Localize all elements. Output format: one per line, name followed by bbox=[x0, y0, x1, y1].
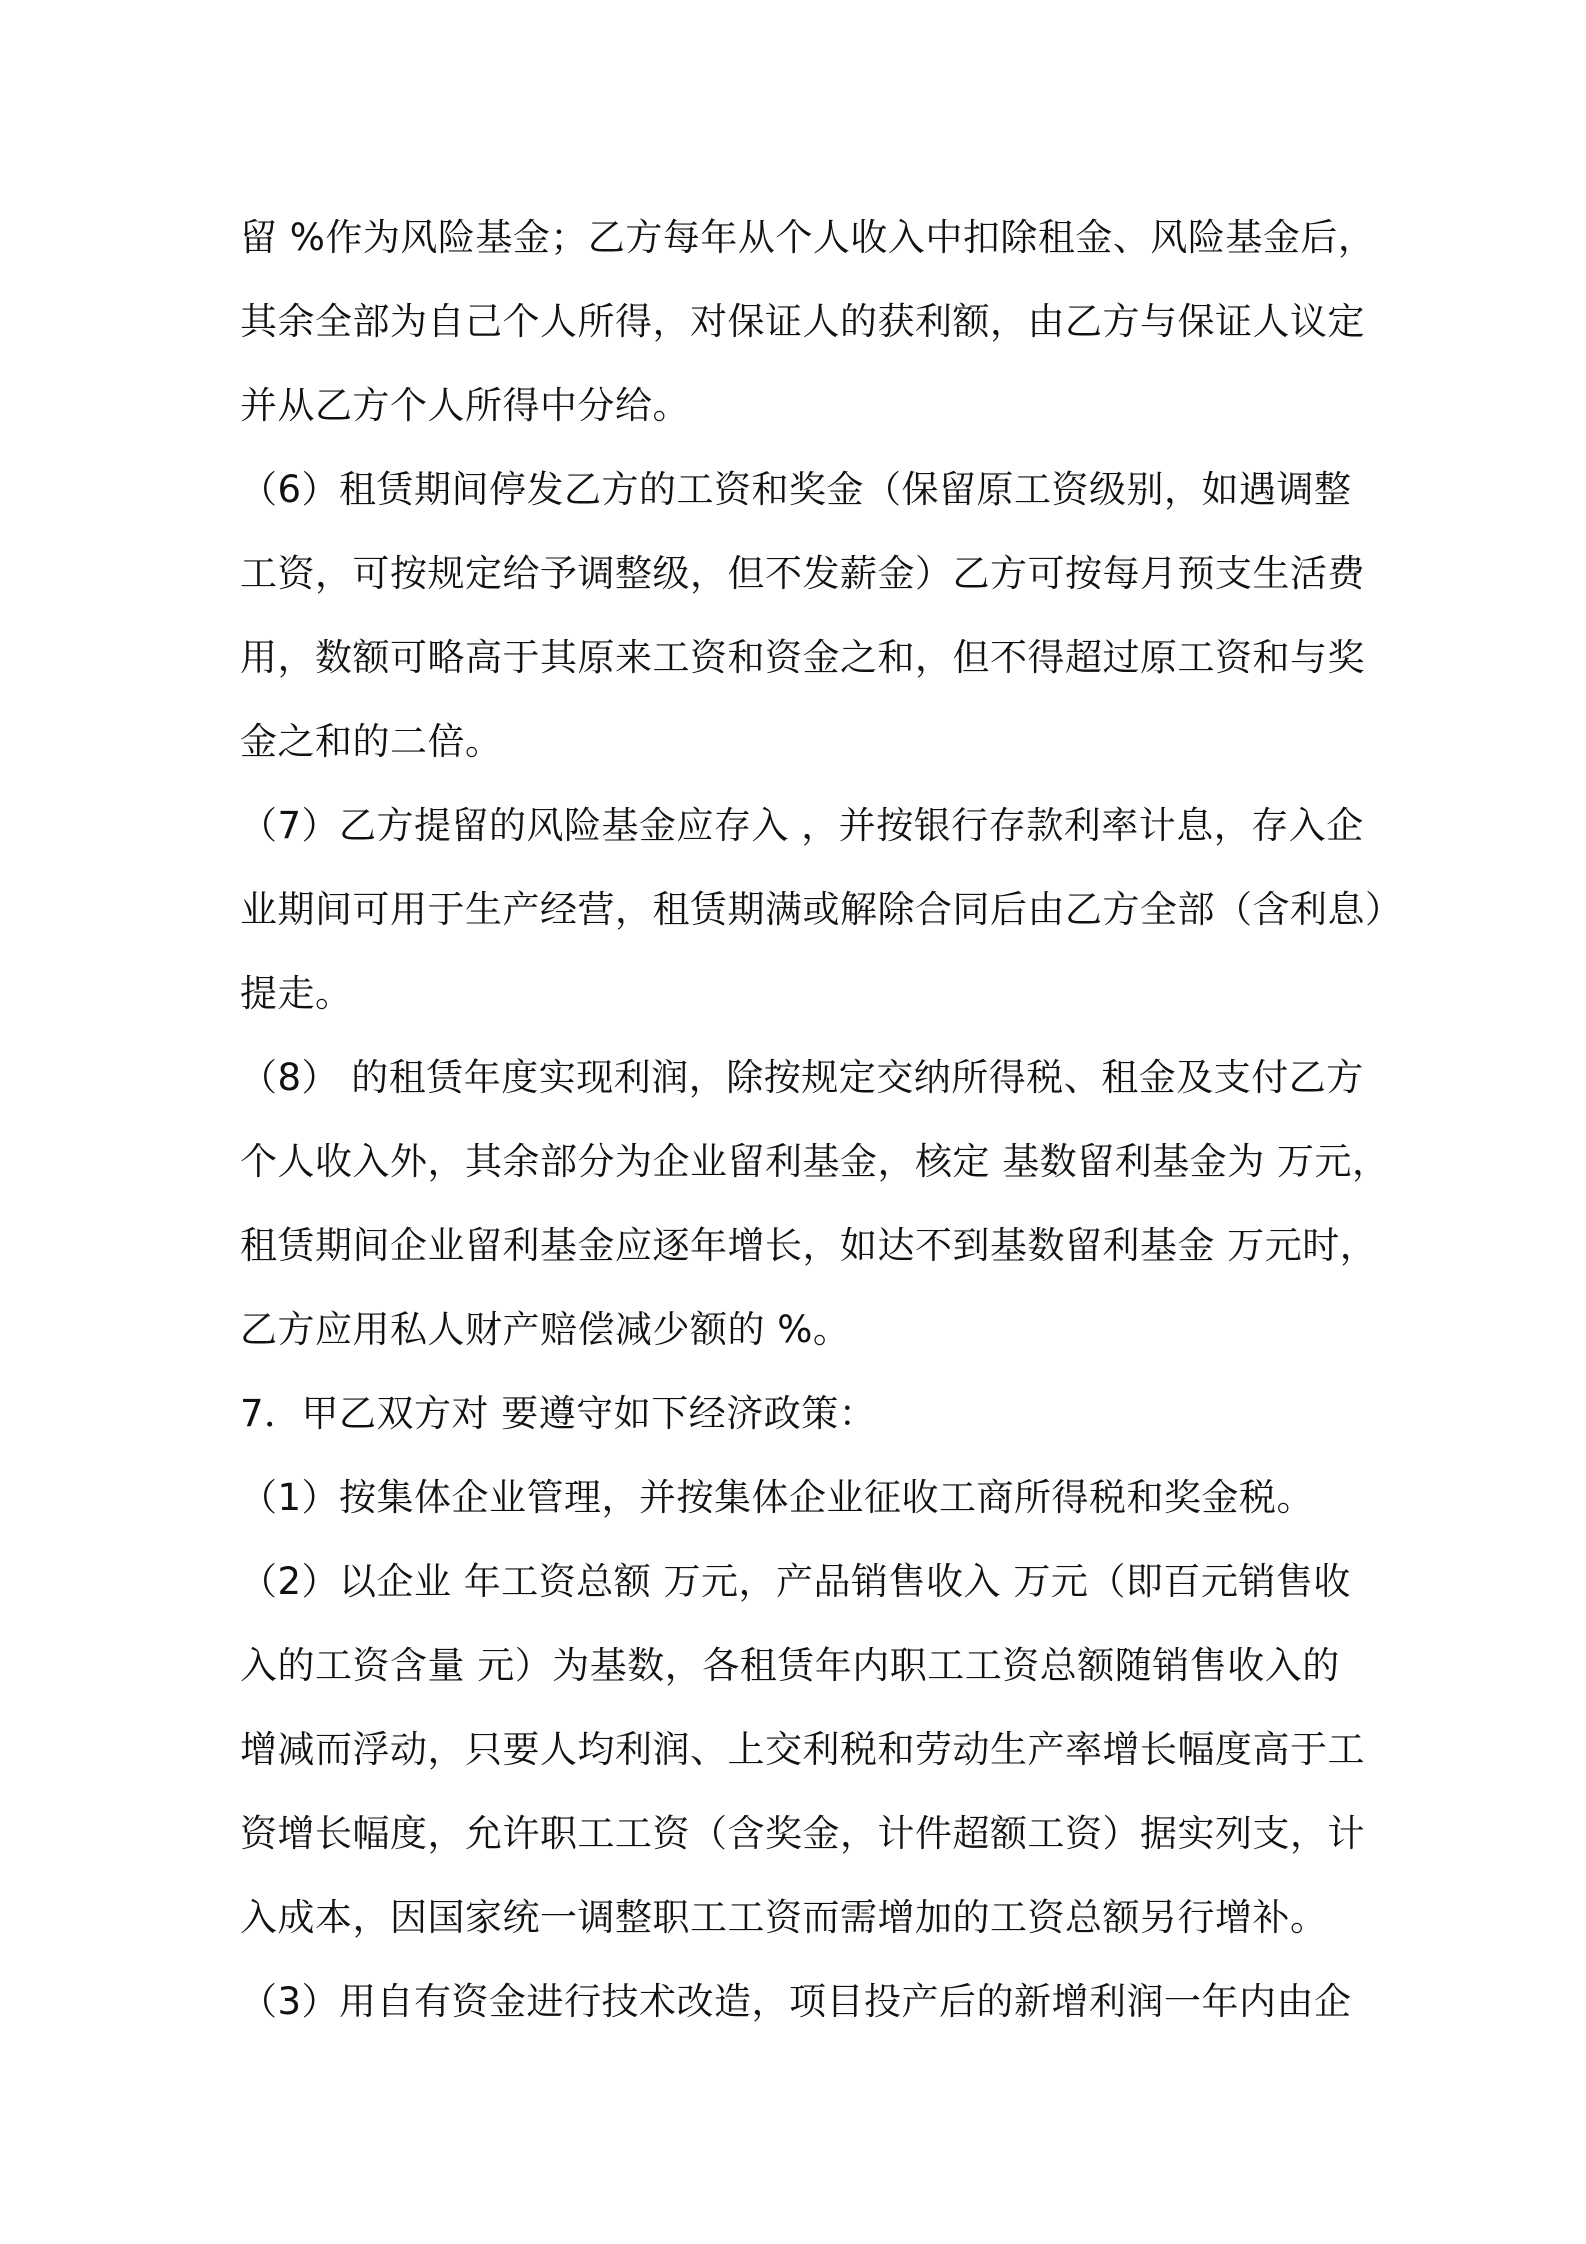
text-line: 工资，可按规定给予调整级，但不发薪金）乙方可按每月预支生活费 bbox=[240, 552, 1365, 595]
text-line: 7．甲乙双方对 要遵守如下经济政策： bbox=[240, 1392, 877, 1435]
text-line: 入的工资含量 元）为基数，各租赁年内职工工资总额随销售收入的 bbox=[240, 1644, 1340, 1687]
text-line: 提走。 bbox=[240, 972, 353, 1015]
text-line: 其余全部为自己个人所得，对保证人的获利额，由乙方与保证人议定 bbox=[240, 300, 1365, 343]
text-line: 金之和的二倍。 bbox=[240, 720, 503, 763]
text-line: 资增长幅度，允许职工工资（含奖金，计件超额工资）据实列支，计 bbox=[240, 1812, 1365, 1855]
text-line: 业期间可用于生产经营，租赁期满或解除合同后由乙方全部（含利息） bbox=[240, 888, 1403, 931]
text-line: 入成本，因国家统一调整职工工资而需增加的工资总额另行增补。 bbox=[240, 1896, 1328, 1939]
text-line: 租赁期间企业留利基金应逐年增长，如达不到基数留利基金 万元时， bbox=[240, 1224, 1378, 1267]
text-line: （6）租赁期间停发乙方的工资和奖金（保留原工资级别，如遇调整 bbox=[240, 468, 1352, 511]
text-line: 留 %作为风险基金；乙方每年从个人收入中扣除租金、风险基金后， bbox=[240, 216, 1376, 259]
text-line: （3）用自有资金进行技术改造，项目投产后的新增利润一年内由企 bbox=[240, 1980, 1352, 2023]
text-line: 增减而浮动，只要人均利润、上交利税和劳动生产率增长幅度高于工 bbox=[240, 1728, 1365, 1771]
document-body bbox=[240, 196, 1403, 2044]
text-line: 乙方应用私人财产赔偿减少额的 %。 bbox=[240, 1308, 851, 1351]
text-line: （8） 的租赁年度实现利润，除按规定交纳所得税、租金及支付乙方 bbox=[240, 1056, 1364, 1099]
text-line: （2）以企业 年工资总额 万元，产品销售收入 万元（即百元销售收 bbox=[240, 1560, 1351, 1603]
text-line: 并从乙方个人所得中分给。 bbox=[240, 384, 690, 427]
text-line: 用，数额可略高于其原来工资和资金之和，但不得超过原工资和与奖 bbox=[240, 636, 1365, 679]
text-line: （1）按集体企业管理，并按集体企业征收工商所得税和奖金税。 bbox=[240, 1476, 1315, 1519]
text-line: （7）乙方提留的风险基金应存入 ，并按银行存款利率计息，存入企 bbox=[240, 804, 1364, 847]
text-line: 个人收入外，其余部分为企业留利基金，核定 基数留利基金为 万元， bbox=[240, 1140, 1390, 1183]
